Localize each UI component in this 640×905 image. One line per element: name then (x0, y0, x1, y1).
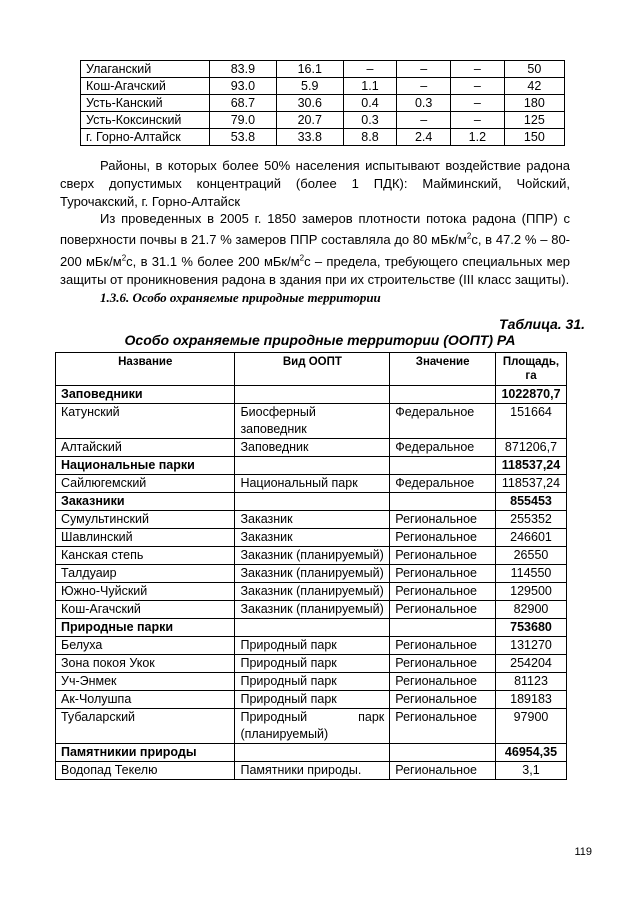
table-cell: – (451, 95, 505, 112)
district-name: Кош-Агачский (81, 78, 210, 95)
table-row (81, 78, 565, 95)
area-level: Региональное (390, 655, 496, 673)
table-cell: 83.9 (210, 61, 277, 78)
area-type: Заказник (планируемый) (235, 547, 390, 565)
area-type: Биосферный заповедник (235, 404, 390, 439)
area-level (390, 744, 496, 762)
header-area: Площадь, га (496, 353, 567, 386)
table-row (56, 709, 567, 744)
table-cell: 180 (504, 95, 564, 112)
protected-areas-table (55, 352, 567, 780)
area-level: Региональное (390, 762, 496, 780)
area-level (390, 619, 496, 637)
area-level: Федеральное (390, 404, 496, 439)
area-level: Федеральное (390, 475, 496, 493)
table-cell: 16.1 (276, 61, 343, 78)
header-level: Значение (390, 353, 496, 386)
table-number: Таблица. 31. (499, 316, 585, 332)
area-type: Природный парк (235, 637, 390, 655)
table-cell: 33.8 (276, 129, 343, 146)
table-row (81, 112, 565, 129)
area-level: Региональное (390, 673, 496, 691)
area-name: Национальные парки (56, 457, 235, 475)
category-row (56, 493, 567, 511)
table-row (56, 511, 567, 529)
area-type: Природный парк (235, 691, 390, 709)
area-level: Региональное (390, 529, 496, 547)
district-name: Улаганский (81, 61, 210, 78)
area-size: 151664 (496, 404, 567, 439)
area-size: 129500 (496, 583, 567, 601)
area-level: Федеральное (390, 439, 496, 457)
area-type: Заказник (235, 511, 390, 529)
table-cell: 5.9 (276, 78, 343, 95)
area-level: Региональное (390, 637, 496, 655)
area-size: 246601 (496, 529, 567, 547)
table-row (56, 637, 567, 655)
table-cell: – (397, 78, 451, 95)
district-name: Усть-Канский (81, 95, 210, 112)
header-name: Название (56, 353, 235, 386)
area-level: Региональное (390, 583, 496, 601)
area-size: 3,1 (496, 762, 567, 780)
area-level: Региональное (390, 601, 496, 619)
area-name: Заповедники (56, 386, 235, 404)
area-size: 871206,7 (496, 439, 567, 457)
table-cell: 0.3 (397, 95, 451, 112)
area-level (390, 457, 496, 475)
area-type (235, 493, 390, 511)
area-size: 114550 (496, 565, 567, 583)
district-name: г. Горно-Алтайск (81, 129, 210, 146)
area-type (235, 744, 390, 762)
area-name: Сайлюгемский (56, 475, 235, 493)
area-name: Алтайский (56, 439, 235, 457)
table-cell: – (451, 78, 505, 95)
section-heading: 1.3.6. Особо охраняемые природные территории (100, 290, 381, 305)
area-type: Заказник (235, 529, 390, 547)
area-size: 118537,24 (496, 457, 567, 475)
area-name: Природные парки (56, 619, 235, 637)
category-row (56, 457, 567, 475)
area-size: 189183 (496, 691, 567, 709)
table-row (56, 762, 567, 780)
table-row (56, 404, 567, 439)
area-type: Заказник (планируемый) (235, 583, 390, 601)
radon-by-district-table (80, 60, 565, 146)
table-cell: 1.1 (343, 78, 397, 95)
table-cell: 53.8 (210, 129, 277, 146)
area-type: Заказник (планируемый) (235, 601, 390, 619)
area-type: Памятники природы. (235, 762, 390, 780)
area-type (235, 386, 390, 404)
header-type: Вид ООПТ (235, 353, 390, 386)
table-cell: – (451, 61, 505, 78)
area-level: Региональное (390, 709, 496, 744)
table-cell: 30.6 (276, 95, 343, 112)
area-level: Региональное (390, 691, 496, 709)
area-type (235, 457, 390, 475)
table-row (56, 691, 567, 709)
table-row (56, 655, 567, 673)
area-name: Сумультинский (56, 511, 235, 529)
area-type: Природный парк (планируемый) (235, 709, 390, 744)
area-size: 82900 (496, 601, 567, 619)
area-size: 97900 (496, 709, 567, 744)
area-name: Уч-Энмек (56, 673, 235, 691)
area-name: Талдуаир (56, 565, 235, 583)
paragraph-text: Из проведенных в 2005 г. 1850 замеров плотности потока радона (ППР) с поверхности почвы в 21.7 % замеров ППР составляла до 80 мБк/$м^2с$, в 47.2 % – 80-200 мБк/$м^2с$, в 31.1 % более 200 мБк/$м^2с$ – предела, требующего специальных мер защиты от проникновения радона в здания при их строительстве (III класс защиты). (60, 211, 570, 287)
table-cell: 50 (504, 61, 564, 78)
area-name: Водопад Текелю (56, 762, 235, 780)
table-row (56, 583, 567, 601)
table-cell: 125 (504, 112, 564, 129)
table-cell: – (397, 112, 451, 129)
table-row (56, 439, 567, 457)
area-name: Канская степь (56, 547, 235, 565)
area-size: 81123 (496, 673, 567, 691)
table-header-row (56, 353, 567, 386)
category-row (56, 744, 567, 762)
area-type: Природный парк (235, 655, 390, 673)
area-name: Памятникии природы (56, 744, 235, 762)
table-row (56, 601, 567, 619)
area-size: 46954,35 (496, 744, 567, 762)
table-row (56, 673, 567, 691)
area-size: 254204 (496, 655, 567, 673)
table-cell: 150 (504, 129, 564, 146)
area-name: Катунский (56, 404, 235, 439)
area-level: Региональное (390, 511, 496, 529)
category-row (56, 619, 567, 637)
table-row (81, 61, 565, 78)
table-cell: 42 (504, 78, 564, 95)
table-row (56, 565, 567, 583)
area-name: Белуха (56, 637, 235, 655)
area-name: Кош-Агачский (56, 601, 235, 619)
table-cell: – (451, 112, 505, 129)
table-cell: – (397, 61, 451, 78)
area-level: Региональное (390, 547, 496, 565)
area-size: 118537,24 (496, 475, 567, 493)
area-size: 753680 (496, 619, 567, 637)
area-level: Региональное (390, 565, 496, 583)
area-level (390, 493, 496, 511)
area-name: Шавлинский (56, 529, 235, 547)
area-name: Южно-Чуйский (56, 583, 235, 601)
table-row (81, 129, 565, 146)
area-type: Природный парк (235, 673, 390, 691)
area-name: Заказники (56, 493, 235, 511)
table-title: Особо охраняемые природные территории (ООПТ) РА (124, 332, 516, 348)
table-cell: 93.0 (210, 78, 277, 95)
area-level (390, 386, 496, 404)
table-cell: 0.3 (343, 112, 397, 129)
table-cell: 2.4 (397, 129, 451, 146)
area-size: 255352 (496, 511, 567, 529)
area-size: 131270 (496, 637, 567, 655)
table-cell: 79.0 (210, 112, 277, 129)
table-row (56, 529, 567, 547)
area-name: Ак-Чолушпа (56, 691, 235, 709)
area-size: 26550 (496, 547, 567, 565)
area-type (235, 619, 390, 637)
district-name: Усть-Коксинский (81, 112, 210, 129)
area-type: Заказник (планируемый) (235, 565, 390, 583)
area-size: 1022870,7 (496, 386, 567, 404)
table-row (56, 547, 567, 565)
table-row (81, 95, 565, 112)
table-cell: – (343, 61, 397, 78)
table-cell: 8.8 (343, 129, 397, 146)
table-cell: 68.7 (210, 95, 277, 112)
table-cell: 1.2 (451, 129, 505, 146)
paragraph-radon-districts: Районы, в которых более 50% населения испытывают воздействие радона сверх допустимых концентраций (более 1 ПДК): Майминский, Чойский, Турочакский, г. Горно-Алтайск (60, 158, 570, 209)
area-size: 855453 (496, 493, 567, 511)
table-cell: 0.4 (343, 95, 397, 112)
paragraph-radon-measurements (60, 210, 570, 289)
area-name: Зона покоя Укок (56, 655, 235, 673)
table-row (56, 475, 567, 493)
category-row (56, 386, 567, 404)
area-type: Заповедник (235, 439, 390, 457)
area-name: Тубаларский (56, 709, 235, 744)
page-number: 119 (574, 846, 592, 858)
area-type: Национальный парк (235, 475, 390, 493)
table-cell: 20.7 (276, 112, 343, 129)
